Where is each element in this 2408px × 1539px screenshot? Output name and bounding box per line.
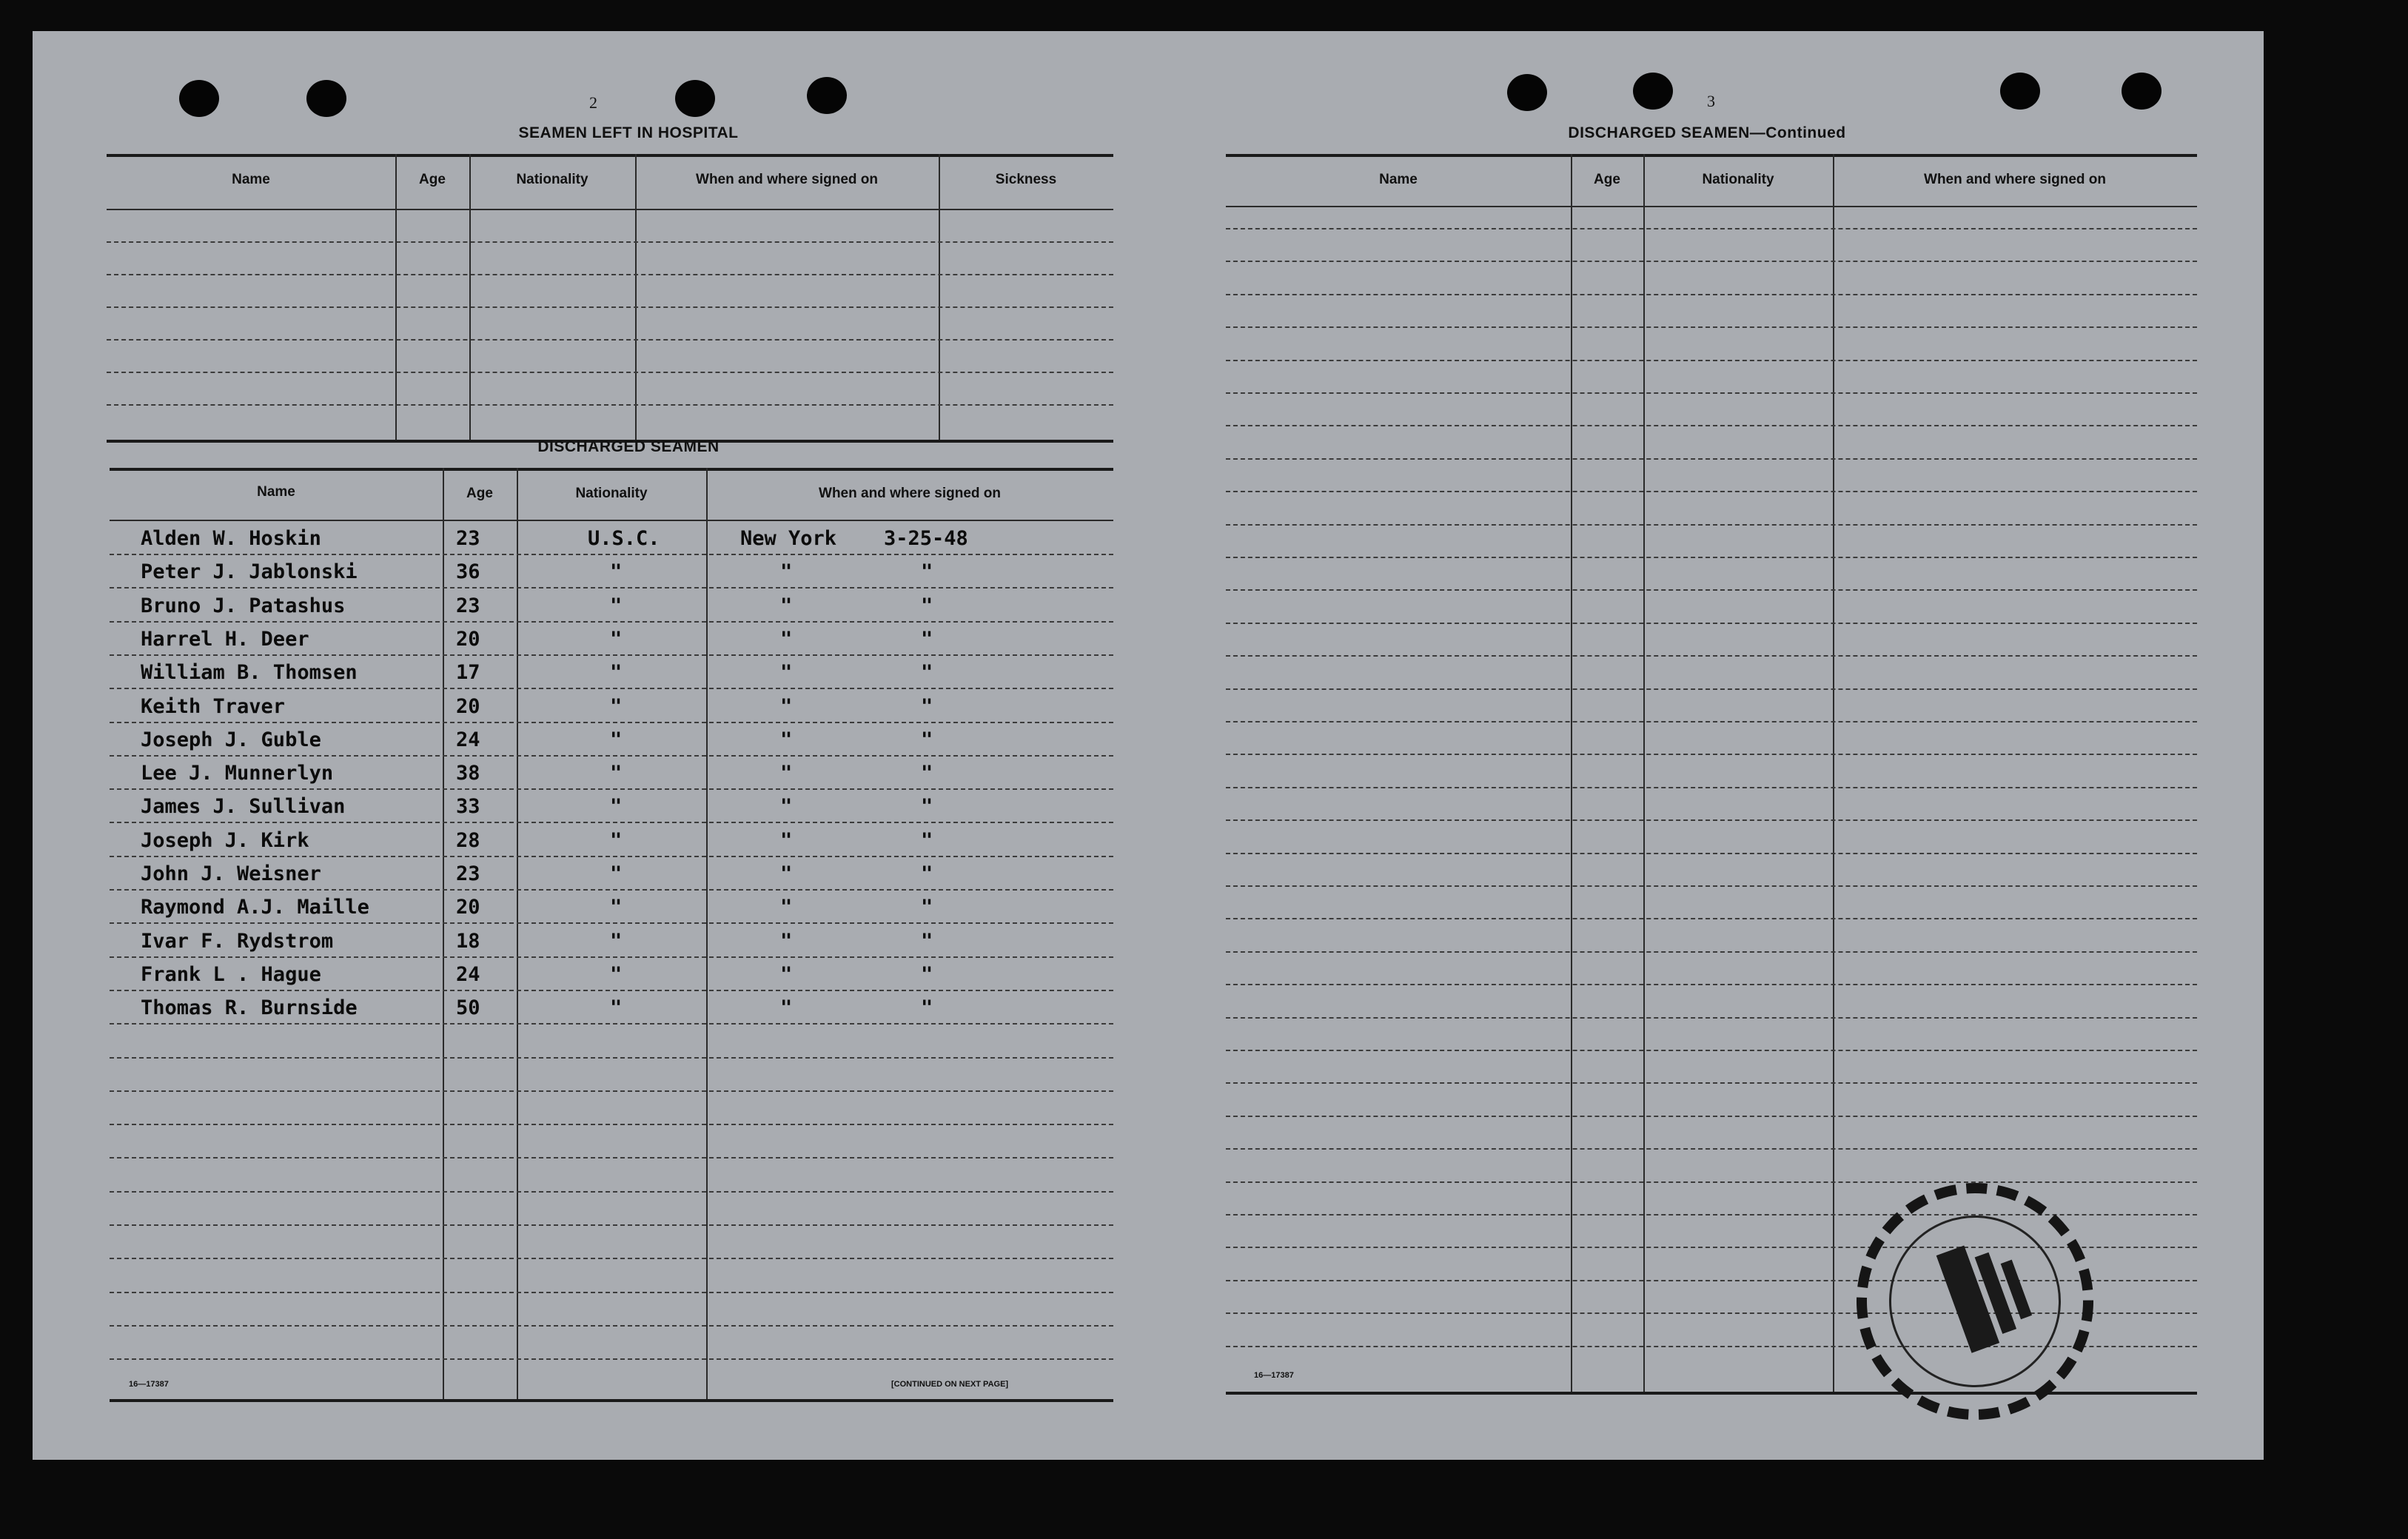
left-page <box>33 31 1152 1460</box>
row-rule <box>1226 1181 2197 1183</box>
hospital-section-title: SEAMEN LEFT IN HOSPITAL <box>518 124 739 141</box>
column-divider <box>635 154 637 441</box>
row-rule <box>110 654 1113 656</box>
signed-on-date: " <box>921 996 933 1019</box>
row-rule <box>110 889 1113 891</box>
row-rule <box>110 1224 1113 1226</box>
seaman-nationality: " <box>610 728 623 751</box>
column-header-nationality: Nationality <box>575 486 648 501</box>
punch-hole-icon <box>179 80 219 117</box>
seaman-name: Keith Traver <box>141 695 286 718</box>
continued-note: [CONTINUED ON NEXT PAGE] <box>891 1380 1009 1389</box>
seaman-age: 20 <box>456 628 480 651</box>
row-rule <box>107 339 1113 341</box>
seaman-name: Bruno J. Patashus <box>141 594 346 617</box>
seaman-nationality: " <box>610 661 623 684</box>
row-rule <box>110 990 1113 991</box>
row-rule <box>110 587 1113 589</box>
seaman-nationality: " <box>610 695 623 718</box>
column-header-age: Age <box>419 172 446 187</box>
column-header-when-where: When and where signed on <box>819 486 1001 501</box>
signed-on-date: " <box>921 628 933 651</box>
row-rule <box>110 554 1113 555</box>
signed-on-date: 3-25-48 <box>884 527 968 550</box>
row-rule <box>110 1258 1113 1259</box>
punch-hole-icon <box>1633 73 1673 110</box>
seaman-age: 36 <box>456 560 480 583</box>
signed-on-place: " <box>780 628 793 651</box>
signed-on-place: " <box>780 728 793 751</box>
row-rule <box>1226 589 2197 591</box>
seaman-nationality: " <box>610 560 623 583</box>
seaman-name: Raymond A.J. Maille <box>141 896 369 919</box>
punch-hole-icon <box>807 77 847 114</box>
row-rule <box>110 822 1113 823</box>
column-header-age: Age <box>1594 172 1620 187</box>
seaman-nationality: " <box>610 628 623 651</box>
row-rule <box>107 241 1113 243</box>
row-rule <box>110 956 1113 958</box>
column-header-when-where: When and where signed on <box>1924 172 2106 187</box>
row-rule <box>1226 458 2197 460</box>
signed-on-place: " <box>780 829 793 852</box>
seaman-name: William B. Thomsen <box>141 661 358 684</box>
form-number: 16—17387 <box>129 1380 169 1389</box>
row-rule <box>107 306 1113 308</box>
punch-hole-icon <box>1507 74 1547 111</box>
table-bottom-rule <box>1226 1392 2197 1395</box>
row-rule <box>110 688 1113 689</box>
seaman-name: Peter J. Jablonski <box>141 560 358 583</box>
seaman-age: 18 <box>456 930 480 953</box>
row-rule <box>1226 1148 2197 1150</box>
row-rule <box>110 856 1113 857</box>
column-divider <box>1571 154 1572 1393</box>
punch-hole-icon <box>306 80 346 117</box>
seaman-nationality: U.S.C. <box>588 527 660 550</box>
row-rule <box>110 1191 1113 1193</box>
row-rule <box>1226 425 2197 426</box>
row-rule <box>110 1023 1113 1025</box>
row-rule <box>1226 261 2197 262</box>
row-rule <box>1226 951 2197 953</box>
row-rule <box>110 1124 1113 1125</box>
row-rule <box>1226 885 2197 887</box>
row-rule <box>107 404 1113 406</box>
discharged-section-title: DISCHARGED SEAMEN <box>537 438 720 455</box>
seaman-age: 38 <box>456 762 480 785</box>
form-number: 16—17387 <box>1254 1371 1294 1380</box>
row-rule <box>1226 819 2197 821</box>
signed-on-place: " <box>780 762 793 785</box>
signed-on-place: " <box>780 560 793 583</box>
column-header-name: Name <box>1379 172 1418 187</box>
right-page <box>1152 31 2264 1460</box>
table-top-rule <box>110 468 1113 471</box>
column-divider <box>706 468 708 1401</box>
seaman-age: 23 <box>456 527 480 550</box>
seaman-age: 24 <box>456 963 480 986</box>
row-rule <box>110 788 1113 790</box>
column-header-age: Age <box>466 486 493 501</box>
signed-on-place: " <box>780 661 793 684</box>
table-top-rule <box>107 154 1113 157</box>
row-rule <box>1226 524 2197 526</box>
seaman-nationality: " <box>610 963 623 986</box>
seaman-age: 28 <box>456 829 480 852</box>
seaman-age: 20 <box>456 695 480 718</box>
seaman-name: John J. Weisner <box>141 862 321 885</box>
seaman-name: Harrel H. Deer <box>141 628 309 651</box>
signed-on-date: " <box>921 795 933 818</box>
row-rule <box>110 922 1113 924</box>
seaman-age: 23 <box>456 862 480 885</box>
seaman-age: 23 <box>456 594 480 617</box>
row-rule <box>1226 294 2197 295</box>
column-header-name: Name <box>257 484 295 500</box>
column-header-sickness: Sickness <box>995 172 1057 187</box>
seaman-name: Frank L . Hague <box>141 963 321 986</box>
row-rule <box>1226 853 2197 854</box>
seaman-name: Joseph J. Kirk <box>141 829 309 852</box>
seaman-nationality: " <box>610 896 623 919</box>
signed-on-date: " <box>921 661 933 684</box>
seaman-age: 20 <box>456 896 480 919</box>
row-rule <box>1226 754 2197 755</box>
row-rule <box>1226 491 2197 492</box>
row-rule <box>110 1292 1113 1293</box>
row-rule <box>1226 1050 2197 1051</box>
seaman-name: Joseph J. Guble <box>141 728 321 751</box>
signed-on-place: " <box>780 896 793 919</box>
row-rule <box>110 1090 1113 1092</box>
seaman-age: 50 <box>456 996 480 1019</box>
signed-on-date: " <box>921 594 933 617</box>
signed-on-place: " <box>780 795 793 818</box>
table-bottom-rule <box>110 1399 1113 1402</box>
row-rule <box>1226 688 2197 690</box>
seaman-age: 24 <box>456 728 480 751</box>
seaman-name: Lee J. Munnerlyn <box>141 762 334 785</box>
row-rule <box>1226 1082 2197 1084</box>
column-header-when-where: When and where signed on <box>696 172 878 187</box>
signed-on-date: " <box>921 829 933 852</box>
discharged-continued-title: DISCHARGED SEAMEN—Continued <box>1568 124 1846 141</box>
row-rule <box>110 621 1113 623</box>
signed-on-date: " <box>921 560 933 583</box>
row-rule <box>1226 326 2197 328</box>
seaman-nationality: " <box>610 862 623 885</box>
seaman-name: Thomas R. Burnside <box>141 996 358 1019</box>
page-number: 3 <box>1707 92 1715 110</box>
row-rule <box>1226 1017 2197 1019</box>
seaman-age: 17 <box>456 661 480 684</box>
row-rule <box>110 1057 1113 1059</box>
signed-on-place: " <box>780 862 793 885</box>
row-rule <box>110 1358 1113 1360</box>
row-rule <box>1226 721 2197 722</box>
seaman-nationality: " <box>610 996 623 1019</box>
punch-hole-icon <box>2000 73 2040 110</box>
seaman-name: James J. Sullivan <box>141 795 346 818</box>
seaman-nationality: " <box>610 829 623 852</box>
row-rule <box>1226 360 2197 361</box>
row-rule <box>1226 655 2197 657</box>
row-rule <box>1226 623 2197 624</box>
column-divider <box>517 468 518 1401</box>
table-header-rule <box>107 209 1113 210</box>
signed-on-place: " <box>780 695 793 718</box>
row-rule <box>1226 918 2197 919</box>
signed-on-place: " <box>780 996 793 1019</box>
seaman-nationality: " <box>610 594 623 617</box>
table-header-rule <box>1226 206 2197 207</box>
punch-hole-icon <box>2122 73 2162 110</box>
seaman-age: 33 <box>456 795 480 818</box>
column-header-nationality: Nationality <box>1702 172 1774 187</box>
row-rule <box>1226 787 2197 788</box>
signed-on-date: " <box>921 862 933 885</box>
column-header-nationality: Nationality <box>516 172 588 187</box>
column-divider <box>1643 154 1645 1393</box>
signed-on-place: " <box>780 963 793 986</box>
signed-on-date: " <box>921 728 933 751</box>
signed-on-date: " <box>921 930 933 953</box>
row-rule <box>1226 984 2197 985</box>
row-rule <box>110 722 1113 723</box>
signed-on-place: " <box>780 594 793 617</box>
row-rule <box>110 1325 1113 1327</box>
signed-on-date: " <box>921 695 933 718</box>
punch-hole-icon <box>675 80 715 117</box>
row-rule <box>107 372 1113 373</box>
seaman-name: Alden W. Hoskin <box>141 527 321 550</box>
column-divider <box>469 154 471 441</box>
row-rule <box>1226 557 2197 558</box>
signed-on-place: New York <box>740 527 837 550</box>
row-rule <box>1226 228 2197 229</box>
column-divider <box>443 468 444 1401</box>
seaman-nationality: " <box>610 762 623 785</box>
signed-on-date: " <box>921 896 933 919</box>
row-rule <box>1226 392 2197 394</box>
row-rule <box>110 1157 1113 1159</box>
column-divider <box>1833 154 1834 1393</box>
seaman-nationality: " <box>610 795 623 818</box>
column-divider <box>395 154 397 441</box>
seaman-nationality: " <box>610 930 623 953</box>
row-rule <box>107 274 1113 275</box>
signed-on-date: " <box>921 762 933 785</box>
column-divider <box>939 154 940 441</box>
signed-on-date: " <box>921 963 933 986</box>
page-number: 2 <box>589 93 597 112</box>
signed-on-place: " <box>780 930 793 953</box>
column-header-name: Name <box>232 172 270 187</box>
row-rule <box>1226 1116 2197 1117</box>
table-header-rule <box>110 520 1113 521</box>
seaman-name: Ivar F. Rydstrom <box>141 930 334 953</box>
row-rule <box>110 755 1113 757</box>
table-top-rule <box>1226 154 2197 157</box>
